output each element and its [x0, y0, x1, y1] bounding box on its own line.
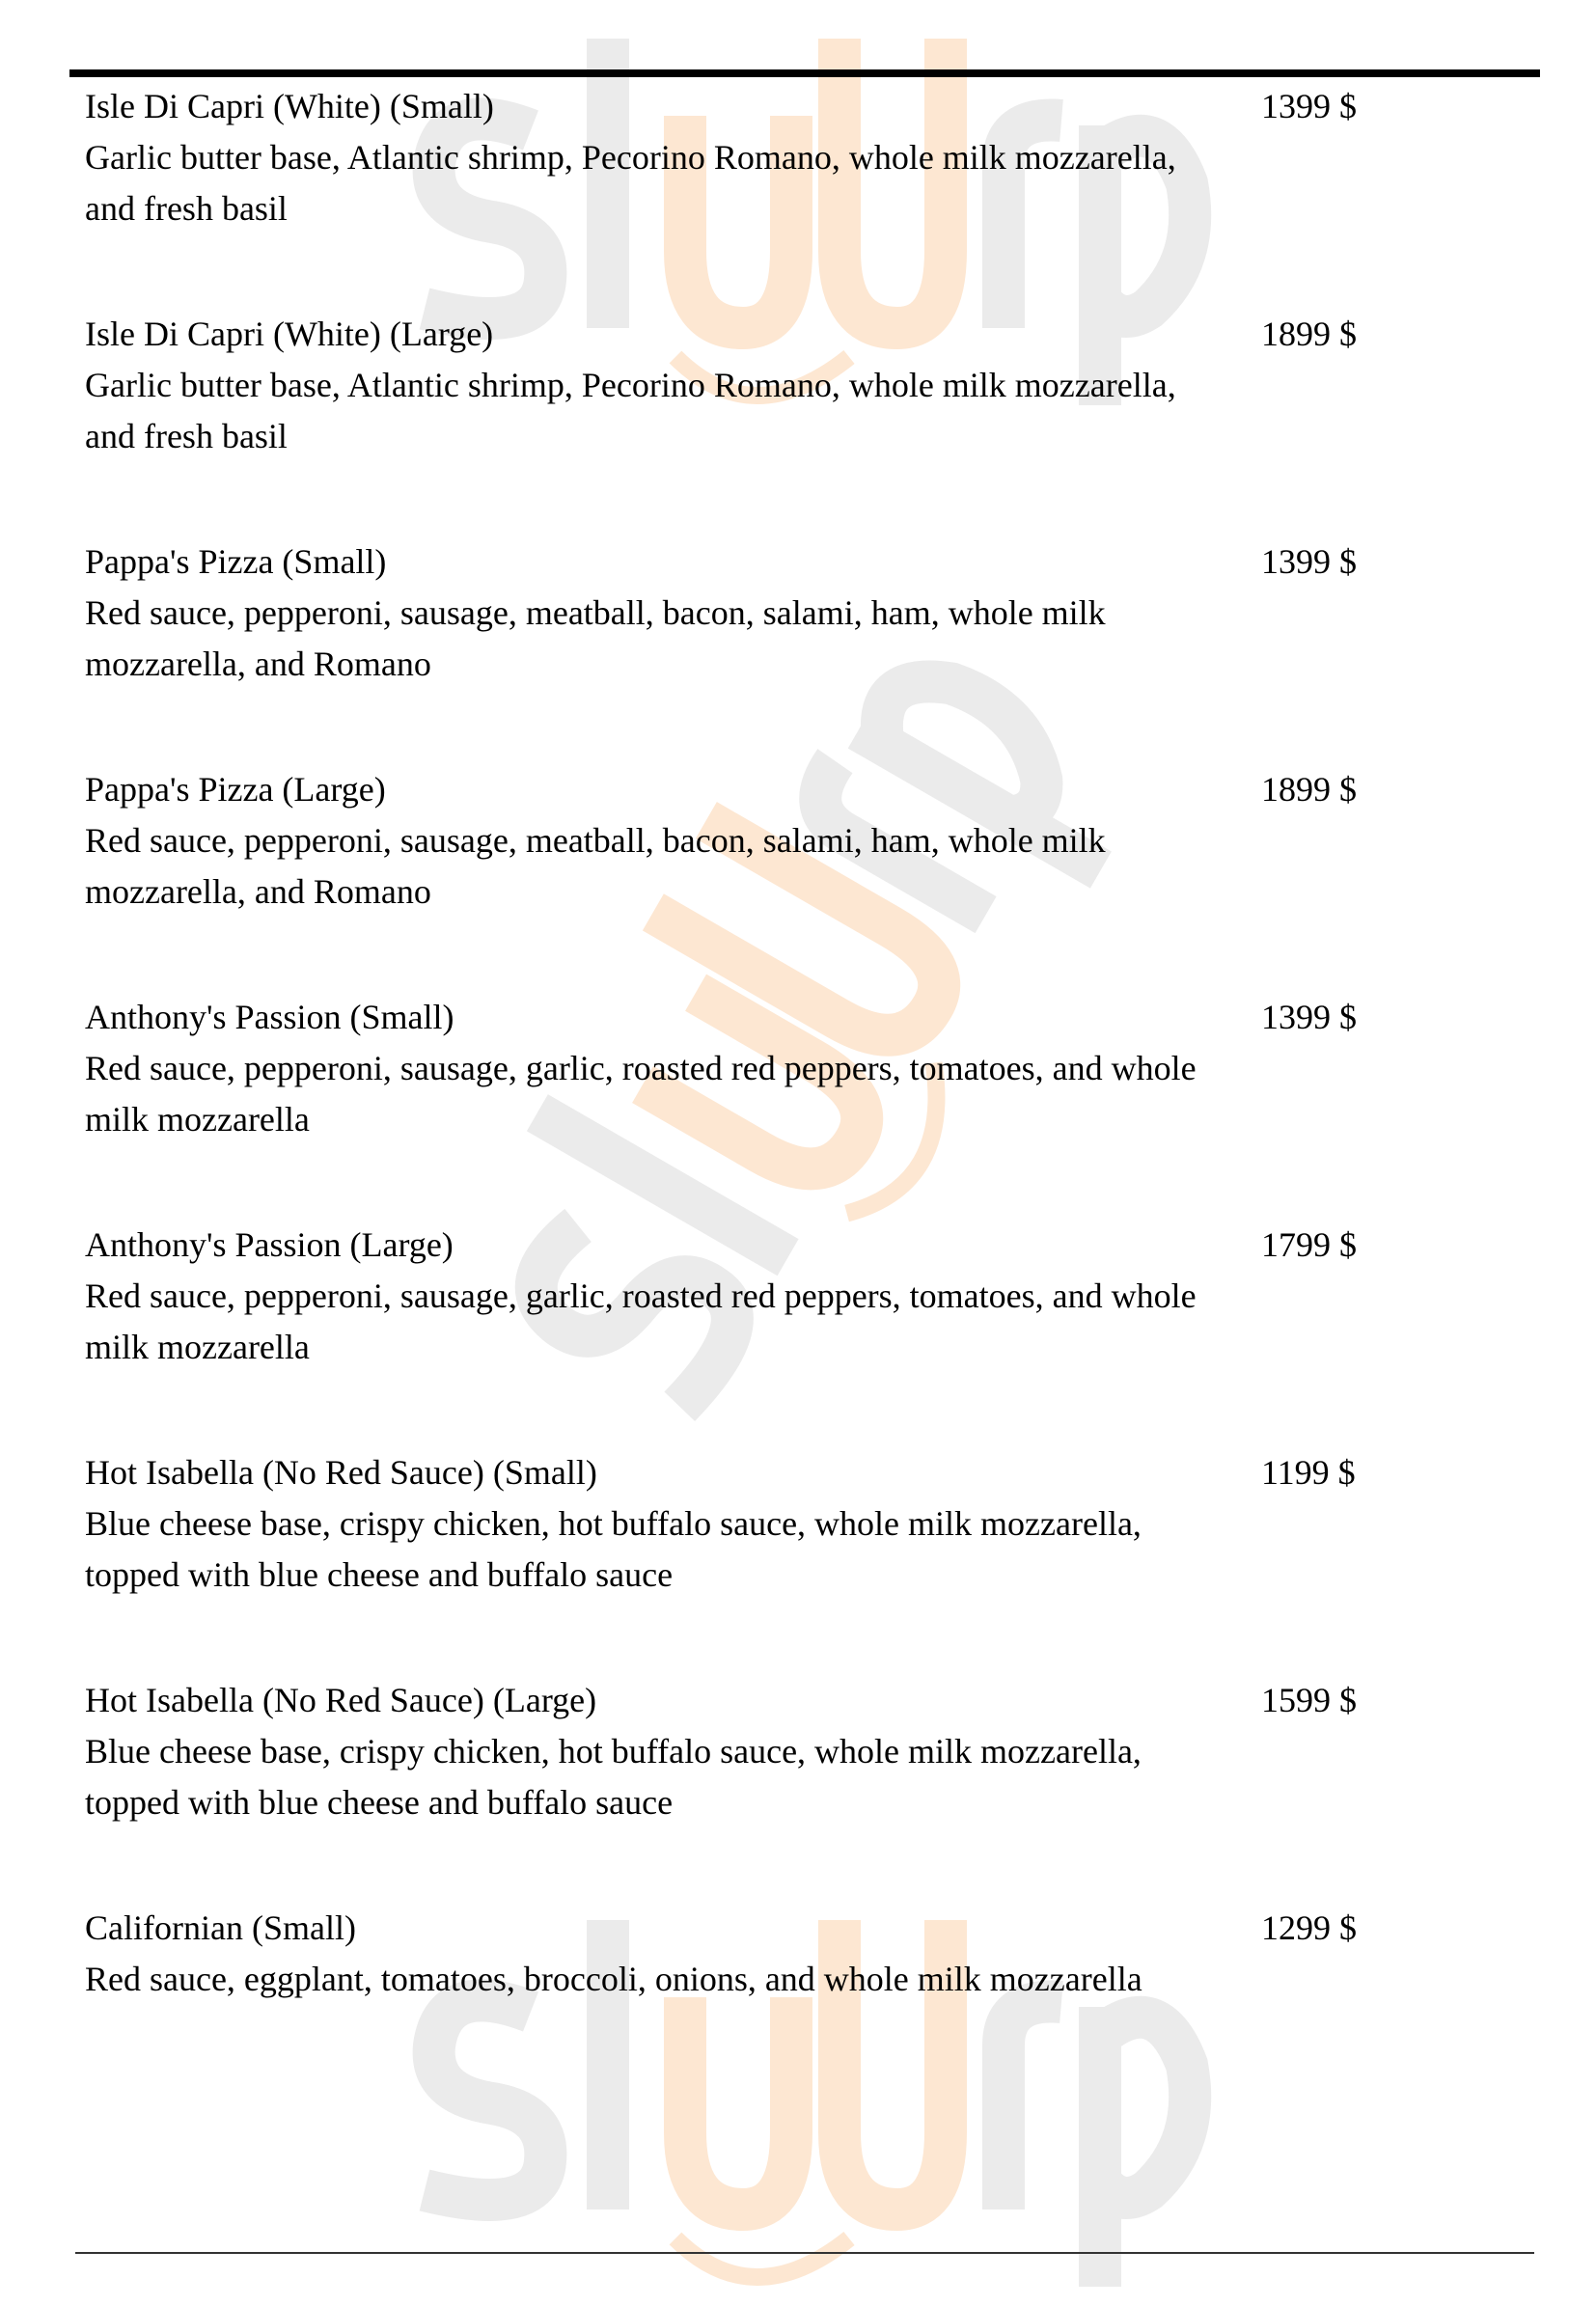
- menu-item: [85, 992, 1532, 1220]
- item-price: 1399 $: [1261, 998, 1357, 1036]
- item-title: Anthony's Passion (Small): [85, 998, 454, 1036]
- bottom-divider: [75, 2252, 1534, 2254]
- item-price: 1599 $: [1261, 1681, 1357, 1719]
- item-title: Pappa's Pizza (Small): [85, 542, 387, 581]
- menu-item: [85, 81, 1532, 309]
- menu-item: [85, 309, 1532, 536]
- item-price: 1899 $: [1261, 315, 1357, 353]
- item-price: 1899 $: [1261, 770, 1357, 809]
- item-title: Californian (Small): [85, 1908, 356, 1947]
- item-title: Hot Isabella (No Red Sauce) (Small): [85, 1453, 597, 1492]
- item-description: Blue cheese base, crispy chicken, hot buffalo sauce, whole milk mozzarella, topped with blue cheese and buffalo sauce: [85, 1504, 1142, 1594]
- item-price: 1199 $: [1261, 1453, 1356, 1492]
- menu-item: [85, 1220, 1532, 1447]
- menu-list: [85, 81, 1532, 2130]
- menu-item: [85, 1675, 1532, 1903]
- top-divider: [69, 69, 1540, 77]
- item-price: 1399 $: [1261, 542, 1357, 581]
- item-description: Red sauce, pepperoni, sausage, meatball, bacon, salami, ham, whole milk mozzarella, and Romano: [85, 593, 1106, 683]
- item-title: Isle Di Capri (White) (Large): [85, 315, 494, 353]
- item-description: Blue cheese base, crispy chicken, hot buffalo sauce, whole milk mozzarella, topped with blue cheese and buffalo sauce: [85, 1732, 1142, 1822]
- item-description: Garlic butter base, Atlantic shrimp, Pecorino Romano, whole milk mozzarella, and fresh basil: [85, 366, 1176, 455]
- item-title: Isle Di Capri (White) (Small): [85, 87, 494, 125]
- menu-item: [85, 536, 1532, 764]
- menu-item: [85, 764, 1532, 992]
- item-title: Anthony's Passion (Large): [85, 1225, 454, 1264]
- item-title: Hot Isabella (No Red Sauce) (Large): [85, 1681, 597, 1719]
- item-price: 1299 $: [1261, 1908, 1357, 1947]
- item-price: 1399 $: [1261, 87, 1357, 125]
- menu-item: [85, 1903, 1532, 2130]
- item-description: Red sauce, eggplant, tomatoes, broccoli, onions, and whole milk mozzarella: [85, 1960, 1142, 1998]
- item-description: Red sauce, pepperoni, sausage, garlic, roasted red peppers, tomatoes, and whole milk mozzarella: [85, 1049, 1197, 1139]
- item-description: Red sauce, pepperoni, sausage, meatball, bacon, salami, ham, whole milk mozzarella, and Romano: [85, 821, 1106, 911]
- menu-item: [85, 1447, 1532, 1675]
- item-description: Red sauce, pepperoni, sausage, garlic, roasted red peppers, tomatoes, and whole milk mozzarella: [85, 1277, 1197, 1366]
- item-description: Garlic butter base, Atlantic shrimp, Pecorino Romano, whole milk mozzarella, and fresh basil: [85, 138, 1176, 228]
- item-title: Pappa's Pizza (Large): [85, 770, 386, 809]
- item-price: 1799 $: [1261, 1225, 1357, 1264]
